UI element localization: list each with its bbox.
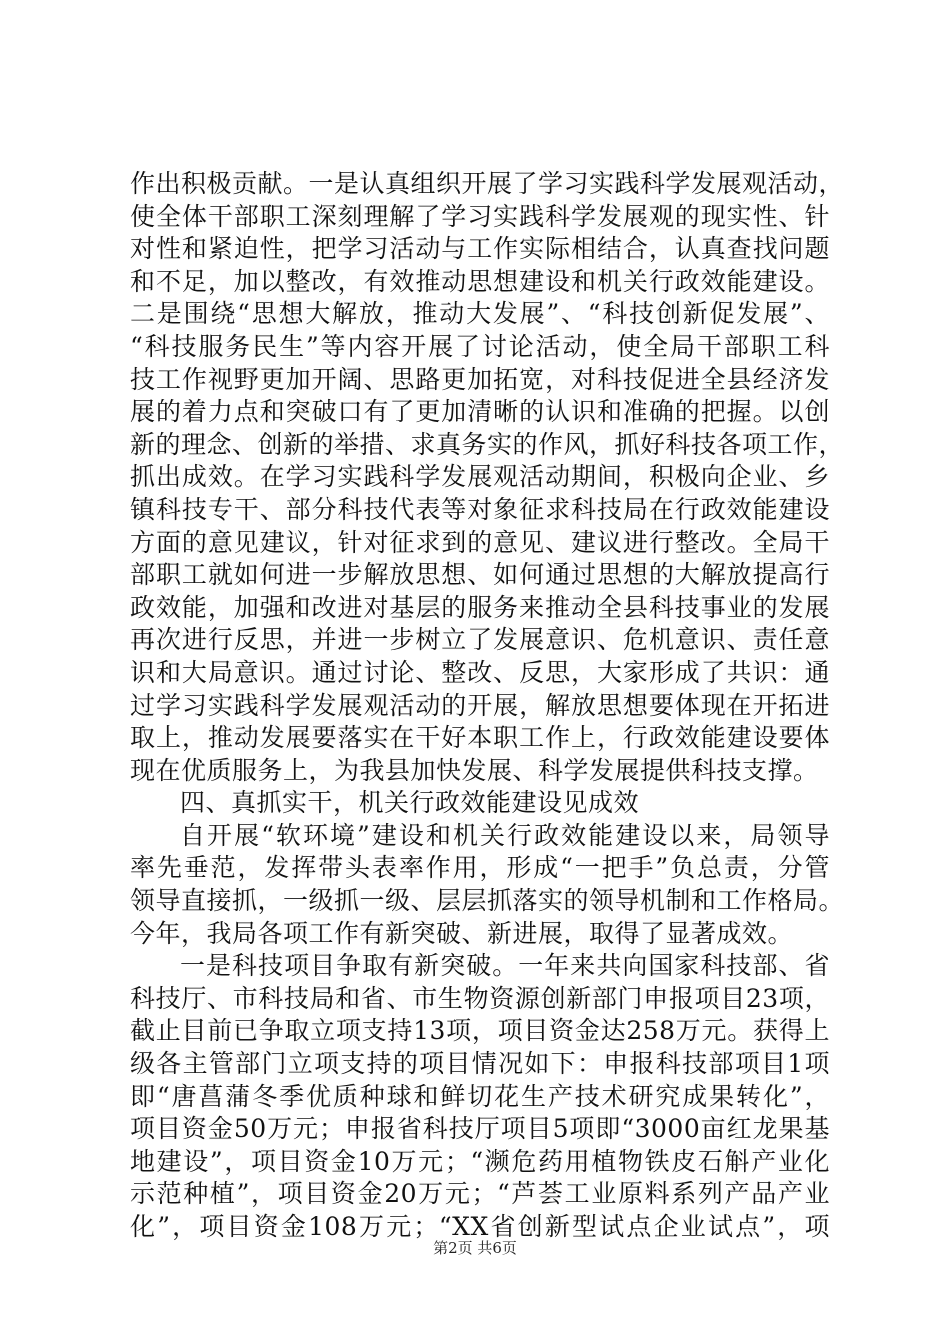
section-heading: 四、真抓实干，机关行政效能建设见成效 bbox=[180, 788, 640, 818]
text-line: 示范种植”，项目资金20万元；“芦荟工业原料系列产品产业 bbox=[130, 1179, 830, 1209]
text-line: 展的着力点和突破口有了更加清晰的认识和准确的把握。以创 bbox=[130, 397, 830, 427]
text-line: “科技服务民生”等内容开展了讨论活动，使全局干部职工科 bbox=[130, 331, 830, 361]
text-line: 级各主管部门立项支持的项目情况如下：申报科技部项目1项 bbox=[130, 1049, 830, 1079]
text-line: 取上，推动发展要落实在干好本职工作上，行政效能建设要体 bbox=[130, 723, 830, 753]
text-line: 镇科技专干、部分科技代表等对象征求科技局在行政效能建设 bbox=[130, 494, 830, 524]
text-line: 领导直接抓，一级抓一级、层层抓落实的领导机制和工作格局。 bbox=[130, 886, 845, 916]
text-line: 即“唐菖蒲冬季优质种球和鲜切花生产技术研究成果转化”， bbox=[130, 1081, 830, 1111]
text-line: 技工作视野更加开阔、思路更加拓宽，对科技促进全县经济发 bbox=[130, 364, 830, 394]
text-line: 部职工就如何进一步解放思想、如何通过思想的大解放提高行 bbox=[130, 560, 830, 590]
text-line: 一是科技项目争取有新突破。一年来共向国家科技部、省 bbox=[180, 951, 830, 981]
text-line: 率先垂范，发挥带头表率作用，形成“一把手”负总责，分管 bbox=[130, 853, 830, 883]
text-line: 对性和紧迫性，把学习活动与工作实际相结合，认真查找问题 bbox=[130, 234, 830, 264]
text-line: 科技厅、市科技局和省、市生物资源创新部门申报项目23项， bbox=[130, 983, 830, 1013]
text-line: 作出积极贡献。一是认真组织开展了学习实践科学发展观活动， bbox=[130, 169, 845, 198]
text-line: 和不足，加以整改，有效推动思想建设和机关行政效能建设。 bbox=[130, 266, 830, 296]
text-line: 过学习实践科学发展观活动的开展，解放思想要体现在开拓进 bbox=[130, 690, 830, 720]
text-line: 截止目前已争取立项支持13项，项目资金达258万元。获得上 bbox=[130, 1016, 830, 1046]
text-line: 化”，项目资金108万元；“XX省创新型试点企业试点”，项 bbox=[130, 1212, 830, 1241]
text-line: 抓出成效。在学习实践科学发展观活动期间，积极向企业、乡 bbox=[130, 462, 830, 492]
text-line: 地建设”，项目资金10万元；“濒危药用植物铁皮石斛产业化 bbox=[130, 1146, 830, 1176]
text-line: 今年，我局各项工作有新突破、新进展，取得了显著成效。 bbox=[130, 918, 794, 948]
text-line: 识和大局意识。通过讨论、整改、反思，大家形成了共识：通 bbox=[130, 657, 830, 687]
text-line: 使全体干部职工深刻理解了学习实践科学发展观的现实性、针 bbox=[130, 201, 830, 231]
page-number-footer: 第2页 共6页 bbox=[433, 1239, 517, 1257]
text-line: 方面的意见建议，针对征求到的意见、建议进行整改。全局干 bbox=[130, 527, 830, 557]
text-line: 二是围绕“思想大解放，推动大发展”、“科技创新促发展”、 bbox=[130, 299, 830, 329]
text-line: 政效能，加强和改进对基层的服务来推动全县科技事业的发展 bbox=[130, 592, 830, 622]
text-line: 项目资金50万元；申报省科技厅项目5项即“3000亩红龙果基 bbox=[130, 1114, 830, 1144]
text-line: 现在优质服务上，为我县加快发展、科学发展提供科技支撑。 bbox=[130, 755, 819, 785]
text-line: 再次进行反思，并进一步树立了发展意识、危机意识、责任意 bbox=[130, 625, 830, 655]
text-line: 自开展“软环境”建设和机关行政效能建设以来，局领导 bbox=[180, 820, 830, 850]
document-body bbox=[130, 168, 845, 1244]
text-line: 新的理念、创新的举措、求真务实的作风，抓好科技各项工作， bbox=[130, 429, 845, 459]
